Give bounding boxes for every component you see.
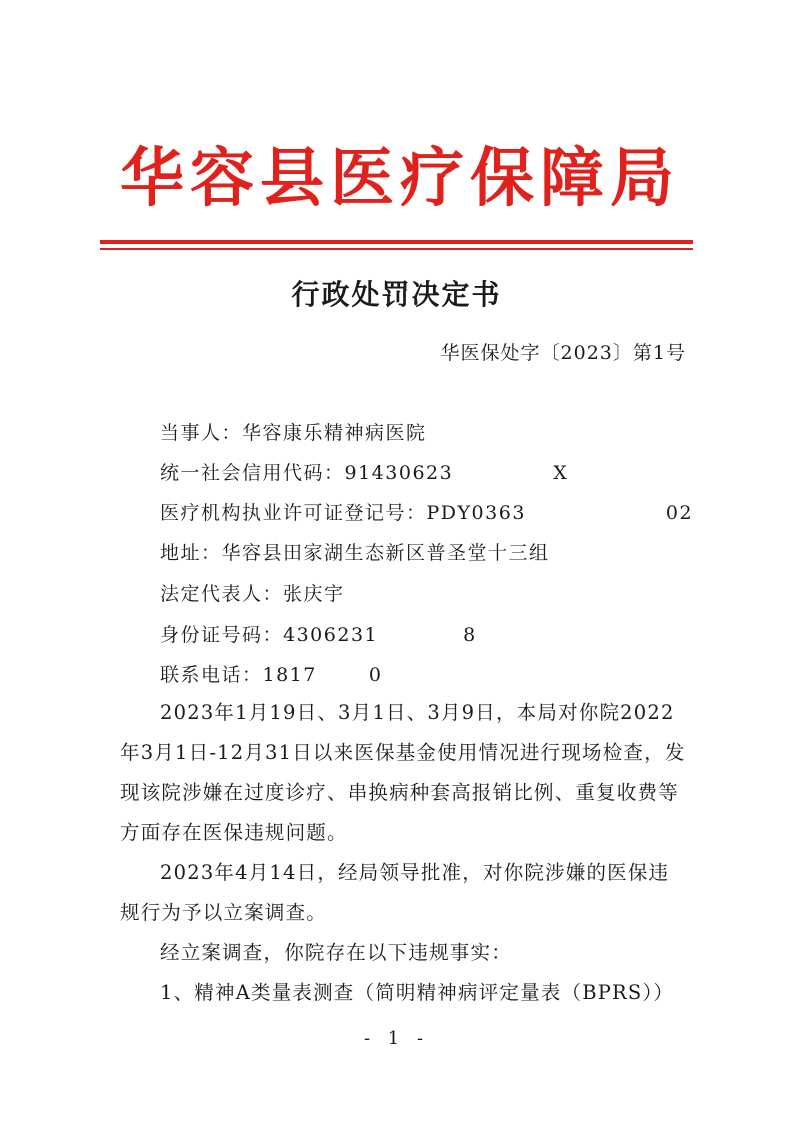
red-divider-thin [100, 248, 693, 250]
id-number-line [160, 620, 477, 647]
license-label: 医疗机构执业许可证登记号：PDY0363 [160, 502, 526, 524]
phone-line [160, 660, 382, 687]
phone-label: 联系电话：1817 [160, 664, 317, 686]
credit-code-tail: X [553, 462, 569, 484]
page-number: - 1 - [363, 1028, 430, 1049]
credit-code-line [160, 458, 568, 485]
body-paragraph-2: 2023年4月14日，经局领导批准，对你院涉嫌的医保违规行为予以立案调查。 [120, 861, 670, 924]
body-paragraph-4: 1、精神A类量表测查（简明精神病评定量表（BPRS）） [160, 981, 675, 1004]
document-title: 行政处罚决定书 [291, 278, 502, 311]
body-paragraph-3: 经立案调查，你院存在以下违规事实： [160, 941, 512, 964]
id-number-label: 身份证号码：4306231 [160, 624, 379, 646]
agency-masthead: 华容县医疗保障局 [120, 141, 680, 216]
body-paragraph-1: 2023年1月19日、3月1日、3月9日，本局对你院2022年3月1日-12月31日以来医保基金使用情况进行现场检查，发现该院涉嫌在过度诊疗、串换病种套高报销比例、重复收费等方面存在医保违规问题。 [120, 701, 686, 844]
document-number: 华医保处字〔2023〕第1号 [440, 342, 686, 364]
license-line [160, 498, 693, 525]
legal-representative: 法定代表人：张庆宇 [160, 583, 345, 605]
party-name: 当事人：华容康乐精神病医院 [160, 422, 427, 444]
id-number-tail: 8 [463, 624, 477, 646]
address-line: 地址：华容县田家湖生态新区普圣堂十三组 [160, 542, 550, 564]
credit-code-label: 统一社会信用代码：91430623 [160, 462, 454, 484]
phone-tail: 0 [368, 664, 383, 686]
license-tail: 02 [665, 502, 694, 524]
red-divider-thick [100, 240, 693, 244]
